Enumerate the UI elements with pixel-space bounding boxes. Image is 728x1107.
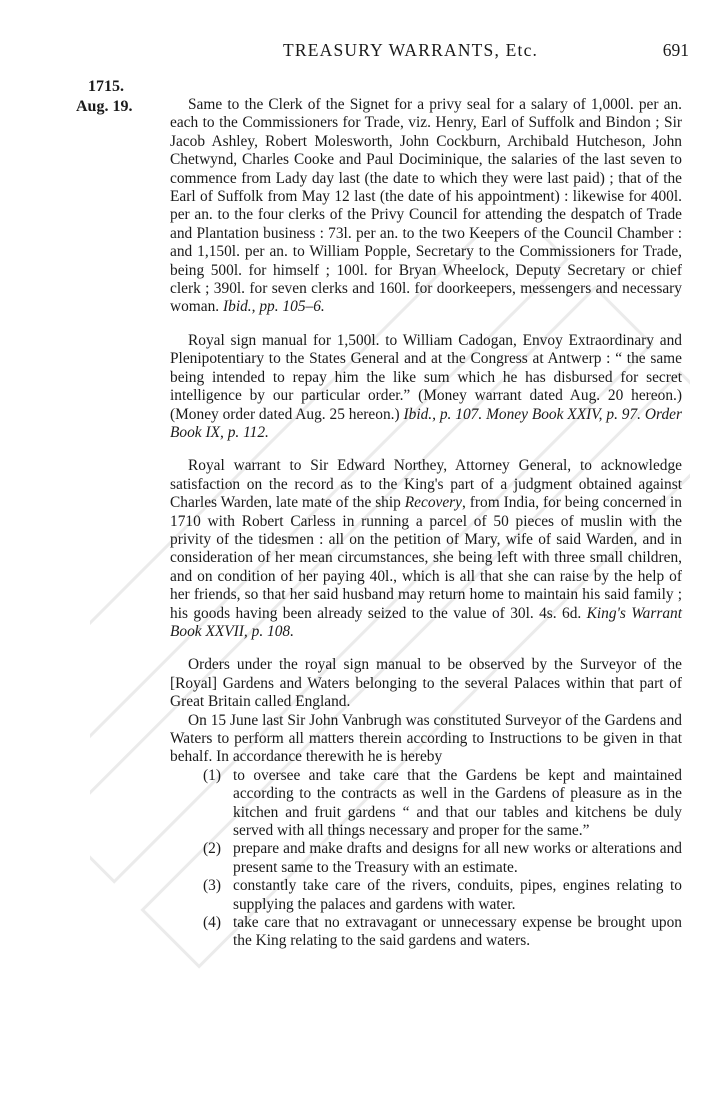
entry-text: Royal warrant to Sir Edward Northey, Attorney General, to acknowledge satisfaction on the record as to the King's part of a judgment obtained against Charles Warden, late mate of the ship [170, 457, 682, 512]
entry-text: Same to the Clerk of the Signet for a privy seal for a salary of 1,000l. per an. each to the Commissioners for Trade, viz. Henry, Earl of Suffolk and Bindon ; Sir Jacob Ashley, Robert Molesworth, John Cockburn, Archibald Hutcheson, John Chetwynd, Charles Cooke and Paul Dociminique, the salaries of the last seven to commence from Lady day last (the date to which they were last paid) ; that of the Earl of Suffolk from May 12 last (the date of his appointment) : likewise for 400l. per an. to the four clerks of the Privy Council for attending the despatch of Trade and Plantation business : 73l. per an. to the two Keepers of the Council Chamber : and 1,150l. per an. to William Popple, Secretary to the Commissioners for Trade, being 500l. for himself ; 100l. for Bryan Wheelock, Deputy Secretary or chief clerk ; 390l. for seven clerks and 160l. for doorkeepers, messengers and necessary woman. [170, 96, 682, 316]
list-item [203, 914, 682, 951]
entry-reference: King's Warrant Book XXVII, p. 108. [170, 604, 682, 640]
list-item [203, 840, 682, 877]
entry-royal-warrant [170, 457, 682, 641]
instructions-list [170, 767, 682, 951]
entry-text: , from India, for being concerned in 1710 with Robert Carless in running a parcel of 50 pieces of muslin with the privity of the tidesmen : all on the petition of Mary, wife of said Warden, and in consideration of her mean circumstances, she being left with three small children, and on condition of her paying 40l., which is all that she can raise by the help of her friends, so that her said husband may return home to maintain his said family ; his goods having been already seized to the value of 30l. 4s. 6d. [170, 494, 682, 622]
entry-sign-manual [170, 332, 682, 442]
list-item-number: (4) [203, 914, 221, 932]
list-item-number: (2) [203, 840, 221, 858]
document-body [170, 96, 682, 951]
entry-text: Orders under the royal sign manual to be observed by the Surveyor of the [Royal] Gardens and Waters belonging to the several Palaces within that part of Great Britain called England. [170, 656, 682, 711]
entry-reference: Order Book IX, p. 112. [170, 405, 682, 441]
entry-reference: Money Book XXIV, p. 97. [486, 405, 642, 423]
entry-reference: Ibid., p. 107. [403, 405, 483, 423]
list-item-text: constantly take care of the rivers, conduits, pipes, engines relating to supplying the palaces and gardens with water. [233, 877, 682, 913]
page-number: 691 [662, 40, 689, 60]
list-item-number: (3) [203, 877, 221, 895]
ship-name: Recovery [404, 494, 463, 512]
list-item-number: (1) [203, 766, 221, 784]
list-item-text: take care that no extravagant or unnecessary expense be brought upon the King relating to the said gardens and waters. [233, 914, 682, 950]
margin-date: Aug. 19. [76, 98, 133, 115]
entry-privy-seal [170, 96, 682, 317]
entry-reference: Ibid., pp. 105–6. [223, 298, 325, 316]
running-header [253, 40, 705, 64]
entry-text: On 15 June last Sir John Vanbrugh was constituted Surveyor of the Gardens and Waters to perform all matters therein according to Instructions to be given in that behalf. In accordance therewith he is hereby [170, 711, 682, 766]
header-title: TREASURY WARRANTS, Etc. [283, 40, 539, 60]
entry-text: Royal sign manual for 1,500l. to William Cadogan, Envoy Extraordinary and Plenipotentiary to the States General and at the Congress at Antwerp : “ the same being intended to repay him the like sum which he has disbursed for secret intelligence by our particular order.” (Money warrant dated Aug. 20 hereon.) (Money order dated Aug. 25 hereon.) [170, 331, 682, 423]
entry-vanbrugh [170, 712, 682, 767]
list-item-text: to oversee and take care that the Gardens be kept and maintained according to the contracts as well in the Gardens of pleasure as in the kitchen and fruit gardens “ and that our tables and kitchens be duly served with all things necessary and proper for the same.” [233, 766, 682, 840]
list-item [203, 767, 682, 841]
margin-year: 1715. [88, 78, 124, 95]
entry-orders [170, 656, 682, 711]
list-item [203, 877, 682, 914]
list-item-text: prepare and make drafts and designs for all new works or alterations and present same to the Treasury with an estimate. [233, 840, 682, 876]
